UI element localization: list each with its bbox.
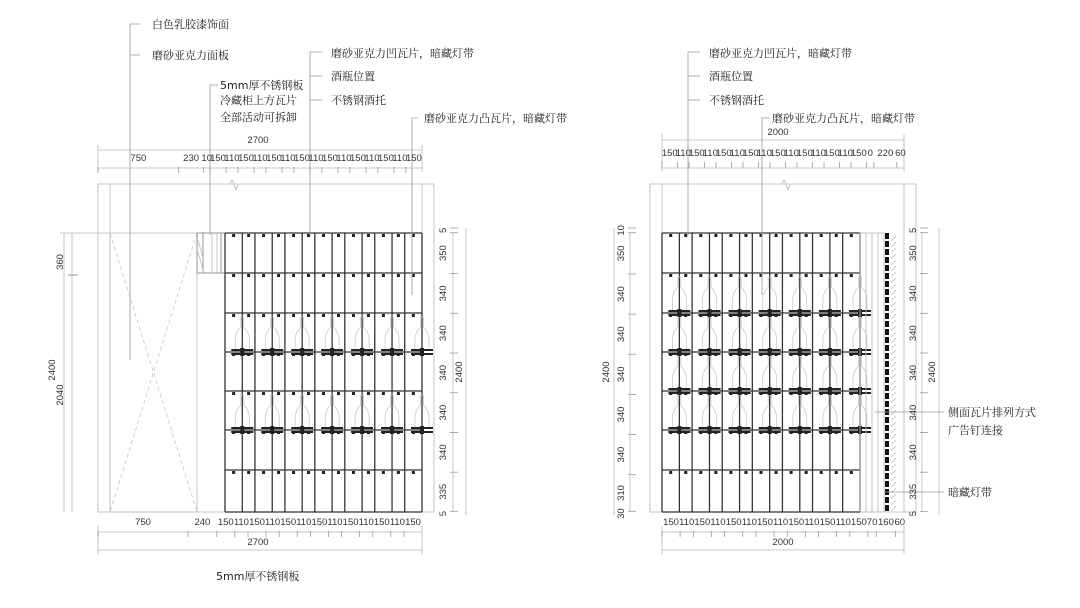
right-dim-total: 2400 bbox=[454, 361, 465, 383]
callout-concave-tile: 磨砂亚克力凹瓦片，暗藏灯带 bbox=[709, 47, 852, 60]
bottom-total-dim: 2000 bbox=[772, 537, 794, 548]
dim-segment: 110 bbox=[392, 153, 408, 164]
callout-steel-note-2: 冷藏柜上方瓦片 bbox=[220, 94, 297, 107]
dim-row: 350 bbox=[616, 245, 627, 262]
dim-row: 5 bbox=[438, 227, 449, 233]
dim-segment: 110 bbox=[835, 517, 851, 528]
dim-segment: 240 bbox=[194, 517, 211, 528]
left-dim-lower: 2040 bbox=[55, 384, 66, 406]
dim-row: 335 bbox=[908, 483, 919, 500]
dim-segment: 110 bbox=[702, 148, 718, 159]
dim-segment: 150 bbox=[280, 517, 297, 528]
dim-segment: 150 bbox=[210, 153, 226, 164]
dim-segment: 150 bbox=[373, 517, 390, 528]
dim-segment: 150 bbox=[350, 153, 366, 164]
dim-segment: 230 bbox=[183, 153, 200, 164]
top-total-dim: 2000 bbox=[767, 127, 789, 138]
dim-segment: 150 bbox=[217, 517, 234, 528]
top-total-dim: 2700 bbox=[247, 135, 269, 146]
dim-row: 340 bbox=[438, 364, 449, 381]
dim-row: 340 bbox=[438, 444, 449, 461]
dim-row: 340 bbox=[616, 406, 627, 423]
dim-row: 340 bbox=[908, 444, 919, 461]
left-dim-total: 2400 bbox=[47, 359, 58, 381]
dim-segment: 110 bbox=[741, 517, 757, 528]
dim-row: 340 bbox=[908, 404, 919, 421]
dim-segment: 110 bbox=[783, 148, 799, 159]
dim-row: 5 bbox=[908, 227, 919, 233]
dim-row: 340 bbox=[438, 404, 449, 421]
dim-segment: 150 bbox=[819, 517, 836, 528]
dim-row: 5 bbox=[908, 511, 919, 517]
callout-steel-note-1: 5mm厚不锈钢板 bbox=[220, 79, 304, 92]
dim-segment: 150 bbox=[850, 148, 867, 159]
dim-segment: 70 bbox=[866, 517, 878, 528]
callout-steel-holder: 不锈钢酒托 bbox=[709, 94, 764, 107]
dim-row: 340 bbox=[616, 366, 627, 383]
dim-segment: 150 bbox=[742, 148, 759, 159]
dim-row: 30 bbox=[616, 508, 627, 519]
dim-row: 340 bbox=[438, 285, 449, 302]
dim-segment: 150 bbox=[715, 148, 732, 159]
dim-segment: 150 bbox=[342, 517, 359, 528]
dim-segment: 110 bbox=[773, 517, 789, 528]
dim-segment: 110 bbox=[679, 517, 695, 528]
callout-convex-tile: 磨砂亚克力凸瓦片，暗藏灯带 bbox=[772, 112, 915, 125]
dim-segment: 150 bbox=[850, 517, 867, 528]
dim-segment: 110 bbox=[837, 148, 853, 159]
right-tile-grid bbox=[662, 233, 871, 512]
dim-segment: 150 bbox=[725, 517, 742, 528]
dim-segment: 150 bbox=[757, 517, 773, 528]
dim-segment: 110 bbox=[336, 153, 352, 164]
dim-segment: 150 bbox=[694, 517, 711, 528]
dim-segment: 750 bbox=[130, 153, 147, 164]
callout-bottom-steel: 5mm厚不锈钢板 bbox=[216, 570, 300, 583]
dim-segment: 10 bbox=[201, 153, 213, 164]
callout-bottle-position: 酒瓶位置 bbox=[709, 70, 753, 83]
left-dim-total: 2400 bbox=[601, 361, 612, 383]
right-dim-total: 2400 bbox=[927, 361, 938, 383]
dim-row: 340 bbox=[438, 325, 449, 342]
callout-concave-tile: 磨砂亚克力凹瓦片，暗藏灯带 bbox=[331, 47, 474, 60]
dim-segment: 110 bbox=[389, 517, 405, 528]
dim-segment: 110 bbox=[265, 517, 281, 528]
dim-segment: 150 bbox=[238, 153, 254, 164]
callout-steel-holder: 不锈钢酒托 bbox=[331, 94, 386, 107]
dim-segment: 160 bbox=[878, 517, 894, 528]
dim-row: 10 bbox=[616, 225, 627, 236]
dim-row: 335 bbox=[438, 483, 449, 500]
callout-white-latex: 白色乳胶漆饰面 bbox=[152, 18, 229, 31]
dim-row: 5 bbox=[438, 511, 449, 517]
dim-row: 340 bbox=[616, 286, 627, 303]
dim-row: 340 bbox=[908, 285, 919, 302]
dim-segment: 110 bbox=[327, 517, 343, 528]
left-tile-grid bbox=[225, 233, 433, 512]
callout-side-tile-2: 广告钉连接 bbox=[948, 424, 1003, 437]
dim-segment: 150 bbox=[294, 153, 310, 164]
dim-segment: 150 bbox=[405, 517, 421, 528]
dim-segment: 110 bbox=[675, 148, 691, 159]
dim-segment: 150 bbox=[788, 517, 805, 528]
break-symbol bbox=[230, 180, 238, 190]
dim-row: 340 bbox=[616, 326, 627, 343]
dim-segment: 110 bbox=[252, 153, 268, 164]
dim-row: 350 bbox=[438, 245, 449, 262]
dim-segment: 220 bbox=[877, 148, 894, 159]
break-symbol bbox=[782, 180, 790, 190]
dim-segment: 150 bbox=[405, 153, 422, 164]
dim-segment: 110 bbox=[280, 153, 296, 164]
dim-segment: 0 bbox=[867, 148, 873, 159]
dim-segment: 150 bbox=[796, 148, 813, 159]
dim-segment: 110 bbox=[233, 517, 249, 528]
dim-row: 350 bbox=[908, 245, 919, 262]
dim-row: 310 bbox=[616, 485, 627, 501]
dim-segment: 110 bbox=[308, 153, 324, 164]
dim-segment: 110 bbox=[710, 517, 726, 528]
dim-segment: 150 bbox=[322, 153, 338, 164]
dim-segment: 150 bbox=[378, 153, 394, 164]
dim-segment: 150 bbox=[661, 148, 678, 159]
dim-segment: 150 bbox=[823, 148, 840, 159]
callout-hidden-light: 暗藏灯带 bbox=[948, 486, 992, 499]
dim-segment: 110 bbox=[296, 517, 312, 528]
left-dim-upper: 360 bbox=[55, 254, 66, 270]
dim-segment: 110 bbox=[804, 517, 820, 528]
callout-steel-note-3: 全部活动可拆卸 bbox=[220, 111, 297, 124]
dim-row: 340 bbox=[908, 364, 919, 381]
callout-convex-tile: 磨砂亚克力凸瓦片，暗藏灯带 bbox=[424, 112, 567, 125]
dim-row: 340 bbox=[616, 446, 627, 463]
dim-segment: 110 bbox=[729, 148, 745, 159]
dim-segment: 150 bbox=[266, 153, 282, 164]
dim-segment: 150 bbox=[249, 517, 265, 528]
bottom-total-dim: 2700 bbox=[247, 537, 269, 548]
dim-segment: 110 bbox=[756, 148, 772, 159]
callout-side-tile-1: 侧面瓦片排列方式 bbox=[948, 406, 1036, 419]
dim-segment: 60 bbox=[894, 517, 906, 528]
dim-segment: 60 bbox=[895, 148, 906, 159]
callout-frosted-panel: 磨砂亚克力面板 bbox=[152, 49, 229, 62]
dim-segment: 110 bbox=[364, 153, 380, 164]
callout-bottle-position: 酒瓶位置 bbox=[331, 70, 375, 83]
dim-segment: 750 bbox=[135, 517, 151, 528]
dim-segment: 150 bbox=[769, 148, 786, 159]
dim-segment: 150 bbox=[688, 148, 705, 159]
dim-segment: 110 bbox=[810, 148, 826, 159]
dim-row: 340 bbox=[908, 325, 919, 342]
dim-segment: 150 bbox=[663, 517, 679, 528]
dim-segment: 110 bbox=[358, 517, 374, 528]
left-callouts bbox=[152, 17, 567, 583]
wall-hatch bbox=[891, 236, 896, 511]
dim-segment: 150 bbox=[311, 517, 328, 528]
dim-segment: 110 bbox=[224, 153, 240, 164]
